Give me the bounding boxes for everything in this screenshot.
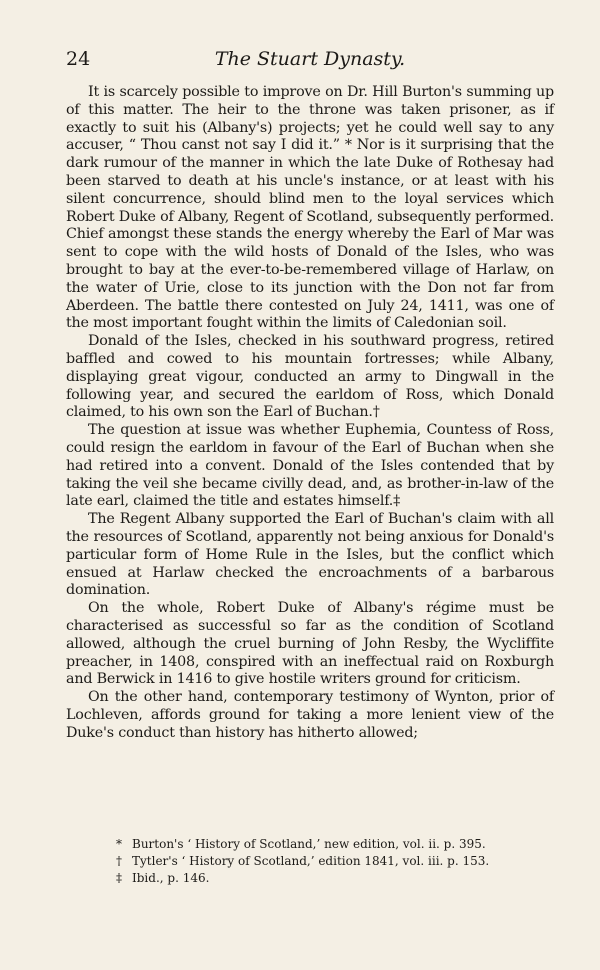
paragraph: On the whole, Robert Duke of Albany's régime must be characterised as successful so far as the condition of Scotland allowed, although the cruel burning of John Resby, the Wycliffite preacher, in 1408, conspired with an ineffectual raid on Roxburgh and Berwick in 1416 to give hostile writers ground for criticism. bbox=[66, 600, 554, 688]
footnote bbox=[116, 853, 556, 870]
body-text bbox=[66, 84, 554, 742]
footnote-mark: ‡ bbox=[116, 871, 122, 885]
paragraph: The question at issue was whether Euphemia, Countess of Ross, could resign the earldom in favour of the Earl of Buchan when she had retired into a convent. Donald of the Isles contended that by taking the veil she became civilly dead, and, as brother-in-law of the late earl, claimed the title and estates himself.‡ bbox=[66, 422, 554, 510]
paragraph: It is scarcely possible to improve on Dr. Hill Burton's summing up of this matter. The heir to the throne was taken prisoner, as if exactly to suit his (Albany's) projects; yet he could well say to any accuser, “ Thou canst not say I did it.” * Nor is it surprising that the dark rumour of the manner in which the late Duke of Rothesay had been starved to death at his uncle's instance, or at least with his silent concurrence, should blind men to the loyal services which Robert Duke of Albany, Regent of Scotland, subsequently performed. Chief amongst these stands the energy whereby the Earl of Mar was sent to cope with the wild hosts of Donald of the Isles, who was brought to bay at the ever-to-be-remembered village of Harlaw, on the water of Urie, close to its junction with the Don not far from Aberdeen. The battle there contested on July 24, 1411, was one of the most important fought within the limits of Caledonian soil. bbox=[66, 84, 554, 332]
footnote-text: Tytler's ‘ History of Scotland,’ edition 1841, vol. iii. p. 153. bbox=[132, 854, 490, 868]
page-number: 24 bbox=[66, 48, 91, 70]
page-header bbox=[66, 44, 554, 74]
paragraph: On the other hand, contemporary testimony of Wynton, prior of Lochleven, affords ground for taking a more lenient view of the Duke's conduct than history has hitherto allowed; bbox=[66, 689, 554, 741]
footnote bbox=[116, 836, 556, 853]
paragraph: Donald of the Isles, checked in his southward progress, retired baffled and cowed to his mountain fortresses; while Albany, displaying great vigour, conducted an army to Dingwall in the following year, and secured the earldom of Ross, which Donald claimed, to his own son the Earl of Buchan.† bbox=[66, 333, 554, 421]
footnote-text: Burton's ‘ History of Scotland,’ new edition, vol. ii. p. 395. bbox=[132, 837, 486, 851]
footnote-mark: † bbox=[116, 854, 122, 868]
running-title: The Stuart Dynasty. bbox=[214, 48, 406, 70]
footnote bbox=[116, 870, 556, 887]
footnotes bbox=[116, 836, 556, 887]
paragraph: The Regent Albany supported the Earl of Buchan's claim with all the resources of Scotland, apparently not being anxious for Donald's particular form of Home Rule in the Isles, but the conflict which ensued at Harlaw checked the encroachments of a barbarous domination. bbox=[66, 511, 554, 599]
footnote-mark: * bbox=[116, 837, 122, 851]
footnote-text: Ibid., p. 146. bbox=[132, 871, 210, 885]
